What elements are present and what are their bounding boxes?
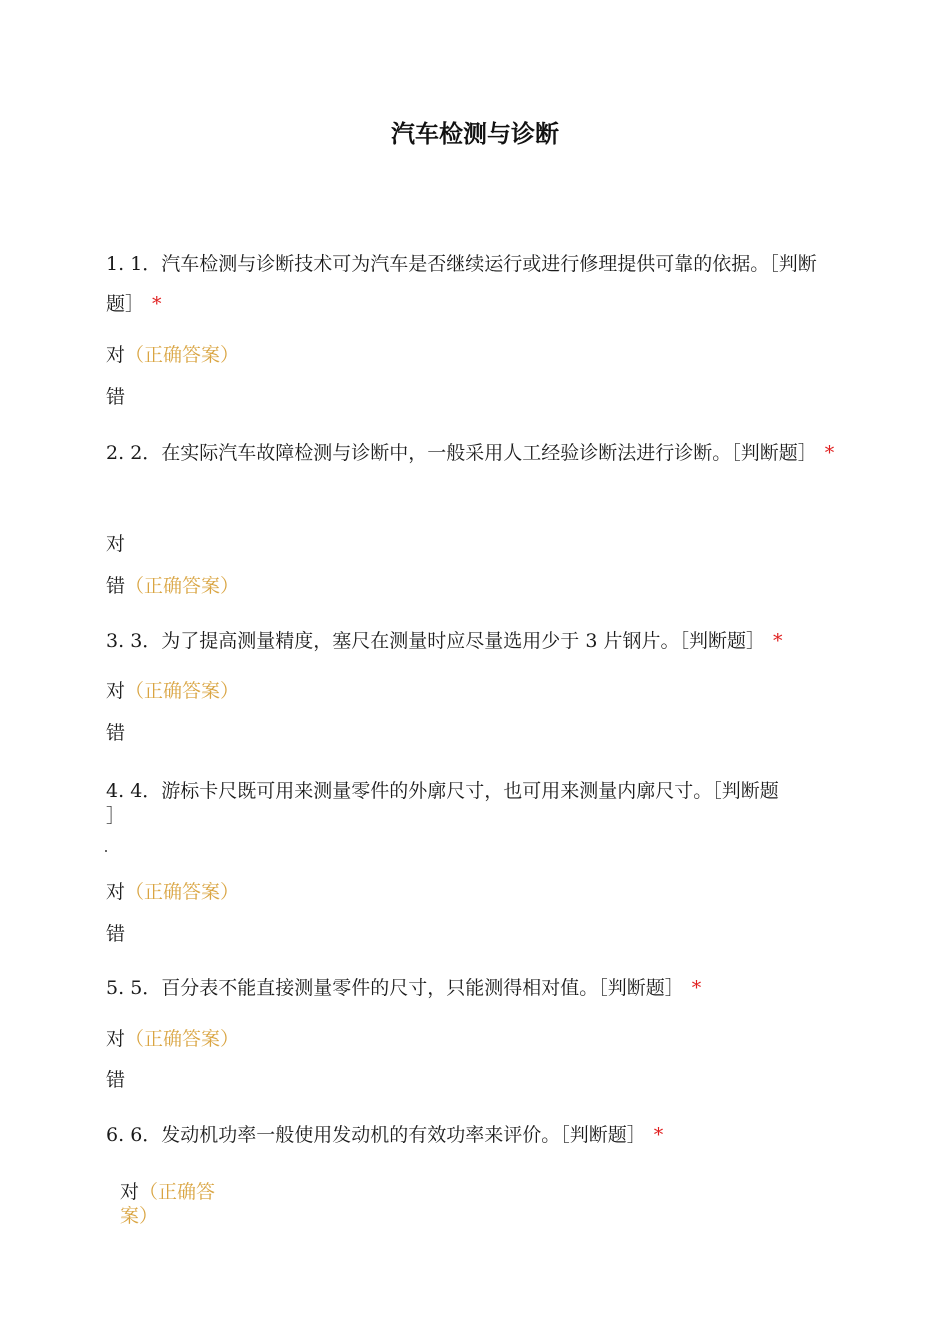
option-label: 对 xyxy=(106,533,126,555)
q3-option-true[interactable] xyxy=(106,677,239,705)
q1-option-true[interactable] xyxy=(106,341,239,369)
question-text: 4．游标卡尺既可用来测量零件的外廓尺寸，也可用来测量内廓尺寸。［判断题 xyxy=(130,780,779,802)
correct-answer-tag: （正确答案） xyxy=(125,344,240,366)
question-number: 1. xyxy=(106,253,125,275)
option-label: 错 xyxy=(106,722,126,744)
question-number: 5. xyxy=(106,977,125,999)
q6-option-true[interactable] xyxy=(120,1180,230,1228)
q3-option-false[interactable] xyxy=(106,719,125,747)
question-number: 4. xyxy=(106,780,125,802)
document-title: 汽车检测与诊断 xyxy=(391,120,559,148)
q2-option-false[interactable] xyxy=(106,572,239,600)
q5-option-false[interactable] xyxy=(106,1066,125,1094)
required-mark: * xyxy=(772,630,783,652)
required-mark: * xyxy=(653,1124,664,1146)
correct-answer-tag: （正确答案） xyxy=(125,881,240,903)
q4-option-false[interactable] xyxy=(106,920,125,948)
stray-dot xyxy=(105,850,107,852)
correct-answer-tag: （正确答案） xyxy=(125,575,240,597)
q2-option-true[interactable] xyxy=(106,530,125,558)
question-number: 6. xyxy=(106,1124,125,1146)
question-5 xyxy=(106,968,836,1008)
q1-option-false[interactable] xyxy=(106,383,125,411)
question-number: 3. xyxy=(106,630,125,652)
question-1 xyxy=(106,244,836,324)
option-label: 错 xyxy=(106,923,126,945)
option-label: 错 xyxy=(106,1069,126,1091)
option-label: 对 xyxy=(120,1181,140,1203)
question-text: 3．为了提高测量精度，塞尺在测量时应尽量选用少于 3 片钢片。［判断题］ xyxy=(130,630,765,652)
question-4-bracket-end: ］ xyxy=(106,805,126,827)
required-mark: * xyxy=(691,977,702,999)
option-label: 对 xyxy=(106,344,126,366)
question-number: 2. xyxy=(106,442,125,464)
question-text: 2．在实际汽车故障检测与诊断中，一般采用人工经验诊断法进行诊断。［判断题］ xyxy=(130,442,817,464)
question-6 xyxy=(106,1115,836,1155)
correct-answer-tag: （正确答案） xyxy=(125,680,240,702)
option-label: 错 xyxy=(106,386,126,408)
q4-option-true[interactable] xyxy=(106,878,239,906)
question-text: 6．发动机功率一般使用发动机的有效功率来评价。［判断题］ xyxy=(130,1124,646,1146)
question-3 xyxy=(106,621,836,661)
question-2 xyxy=(106,433,836,473)
question-4 xyxy=(106,771,836,811)
option-label: 对 xyxy=(106,1028,126,1050)
q5-option-true[interactable] xyxy=(106,1025,239,1053)
correct-answer-tag: （正确答案） xyxy=(120,1181,216,1227)
option-label: 对 xyxy=(106,680,126,702)
question-text: 5．百分表不能直接测量零件的尺寸，只能测得相对值。［判断题］ xyxy=(130,977,684,999)
question-text: 1．汽车检测与诊断技术可为汽车是否继续运行或进行修理提供可靠的依据。［判断题］ xyxy=(106,253,817,315)
option-label: 对 xyxy=(106,881,126,903)
required-mark: * xyxy=(152,293,162,315)
option-label: 错 xyxy=(106,575,126,597)
required-mark: * xyxy=(824,442,835,464)
correct-answer-tag: （正确答案） xyxy=(125,1028,240,1050)
